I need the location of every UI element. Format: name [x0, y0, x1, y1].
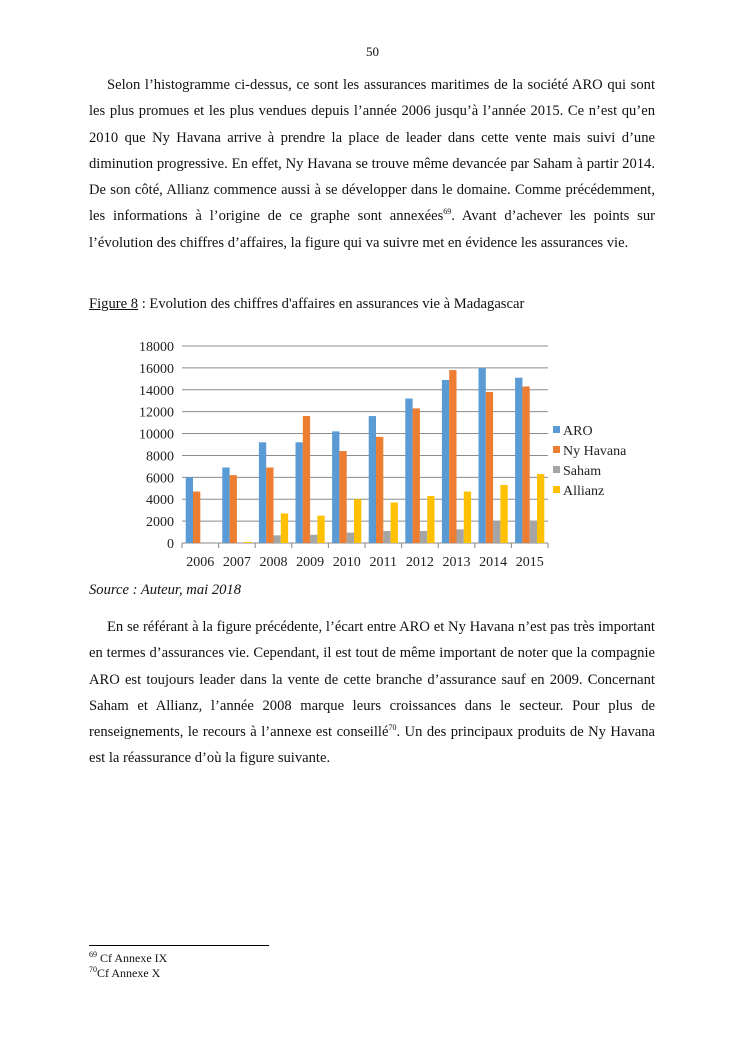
bar-allianz: [391, 503, 398, 543]
footnote-69: [89, 951, 167, 966]
bar-aro: [405, 399, 412, 543]
bar-aro: [186, 477, 193, 543]
y-tick-label: 0: [167, 537, 174, 552]
bar-ny-havana: [486, 392, 493, 543]
bar-aro: [259, 442, 266, 543]
x-tick-label: 2007: [222, 555, 251, 570]
paragraph-1: [89, 72, 655, 256]
bar-saham: [493, 521, 500, 543]
caption-text: : Evolution des chiffres d'affaires en assurances vie à Madagascar: [138, 296, 525, 312]
bar-saham: [274, 535, 281, 543]
footnote-divider: [89, 945, 269, 946]
bar-ny-havana: [449, 370, 456, 543]
footnote-ref[interactable]: 69: [443, 207, 452, 217]
y-tick-label: 16000: [139, 361, 174, 377]
paragraph-text: En se référant à la figure précédente, l’écart entre ARO et Ny Havana n’est pas très important en termes d’assurances vie. Cependant, il est tout de même important de noter que la compagnie ARO est toujours leader dans la vente de cette branche d’assurance sauf en 2009. Concernant Saham et Allianz, l’année 2008 marque leurs croissances dans le secteur. Pour plus de renseignements, le recours à l’annexe est conseillé: [89, 619, 655, 741]
y-tick-label: 2000: [146, 515, 174, 531]
paragraph-text: . Avant d’achever les points sur l’évolution des chiffres d’affaires, la figure qui va suivre met en évidence les assurances vie.: [89, 208, 655, 251]
bar-allianz: [354, 499, 361, 543]
bar-aro: [515, 378, 522, 543]
footnote-number: 70: [89, 965, 97, 974]
figure-source: Source : Auteur, mai 2018: [89, 582, 242, 598]
bar-saham: [347, 533, 354, 543]
legend-label: ARO: [563, 424, 593, 439]
legend-label: Allianz: [563, 484, 605, 499]
x-tick-label: 2013: [442, 555, 471, 570]
bar-allianz: [281, 513, 288, 543]
legend-swatch: [553, 486, 560, 493]
bar-ny-havana: [266, 467, 273, 543]
x-tick-label: 2010: [332, 555, 361, 570]
footnote-text: Cf Annexe IX: [97, 951, 168, 965]
y-tick-label: 14000: [139, 383, 174, 399]
bar-allianz: [244, 542, 251, 543]
bar-allianz: [500, 485, 507, 543]
legend-swatch: [553, 446, 560, 453]
bar-saham: [383, 531, 390, 543]
x-tick-label: 2011: [369, 555, 398, 570]
bar-aro: [479, 368, 486, 543]
legend-swatch: [553, 426, 560, 433]
footnote-number: 69: [89, 950, 97, 959]
x-tick-label: 2015: [515, 555, 544, 570]
y-tick-label: 10000: [139, 427, 174, 443]
bar-aro: [332, 431, 339, 543]
x-tick-label: 2008: [259, 555, 288, 570]
paragraph-text: Selon l’histogramme ci-dessus, ce sont les assurances maritimes de la société ARO qui sont les plus promues et les plus vendues depuis l’année 2006 jusqu’à l’année 2015. Ce n’est qu’en 2010 que Ny Havana arrive à prendre la place de leader dans cette vente mais suivi d’une diminution progressive. En effet, Ny Havana se trouve même devancée par Saham à partir 2014. De son côté, Allianz commence aussi à se développer dans le domaine. Comme précédemment, les informations à l’origine de ce graphe sont annexées: [89, 77, 655, 225]
bar-aro: [369, 416, 376, 543]
paragraph-2: [89, 614, 655, 772]
y-tick-label: 8000: [146, 449, 174, 465]
bar-saham: [530, 521, 537, 543]
footnote-ref[interactable]: 70: [388, 723, 397, 733]
bar-ny-havana: [303, 416, 310, 543]
paragraph-text: . Un des principaux produits de Ny Havana est la réassurance d’où la figure suivante.: [89, 724, 655, 767]
legend-label: Saham: [563, 464, 602, 479]
bar-aro: [296, 442, 303, 543]
bar-ny-havana: [522, 386, 529, 543]
figure-caption: [89, 296, 524, 313]
y-tick-label: 12000: [139, 405, 174, 421]
bar-ny-havana: [376, 437, 383, 543]
footnote-70: [89, 966, 160, 981]
bar-ny-havana: [413, 408, 420, 543]
legend-swatch: [553, 466, 560, 473]
bar-aro: [442, 380, 449, 543]
footnote-text: Cf Annexe X: [97, 966, 161, 980]
bar-chart: [110, 335, 660, 580]
x-tick-label: 2012: [405, 555, 434, 570]
bar-ny-havana: [230, 475, 237, 543]
y-tick-label: 18000: [139, 340, 174, 355]
bar-ny-havana: [193, 492, 200, 543]
page-number: 50: [366, 44, 379, 59]
bar-saham: [310, 535, 317, 543]
y-tick-label: 6000: [146, 471, 174, 487]
bar-aro: [222, 467, 229, 543]
x-tick-label: 2009: [296, 555, 325, 570]
bar-allianz: [317, 516, 324, 543]
legend-label: Ny Havana: [563, 444, 627, 459]
bar-allianz: [464, 492, 471, 543]
y-tick-label: 4000: [146, 493, 174, 509]
bar-saham: [420, 531, 427, 543]
bar-allianz: [427, 496, 434, 543]
bar-ny-havana: [339, 451, 346, 543]
bar-saham: [457, 529, 464, 543]
figure-label: Figure 8: [89, 296, 139, 312]
x-tick-label: 2006: [186, 555, 215, 570]
bar-allianz: [537, 474, 544, 543]
x-tick-label: 2014: [479, 555, 508, 570]
